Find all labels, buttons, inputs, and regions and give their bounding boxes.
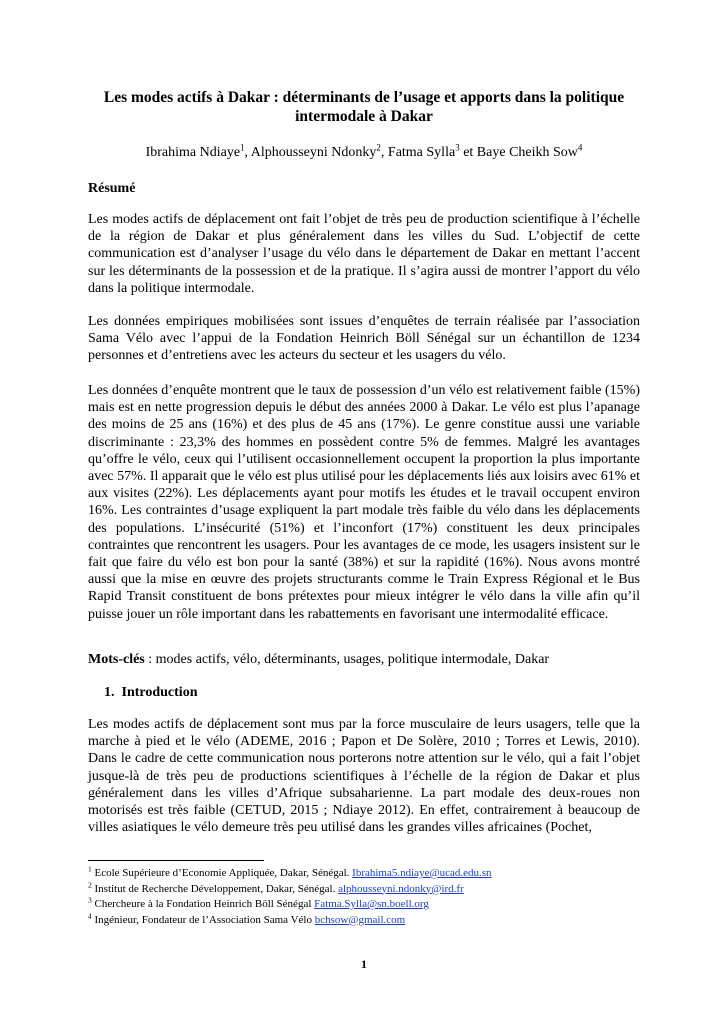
- abstract-heading: Résumé: [88, 181, 136, 196]
- footnote-number: 1: [88, 864, 92, 874]
- abstract-paragraph: Les modes actifs de déplacement ont fait l’objet de très peu de production scientifique à l’échelle de la région de Dakar et plus généralement dans les villes du Sud. L’objectif de cette communication est d’analyser l’usage du vélo dans le département de Dakar en mettant l’accent sur les déterminants de la possession et de la pratique. Il s’agira aussi de montrer l’apport du vélo dans la politique intermodale.: [88, 212, 640, 296]
- footnote-email-link[interactable]: Fatma.Sylla@sn.boell.org: [314, 898, 429, 910]
- footnote-text: Ecole Supérieure d’Economie Appliquée, Dakar, Sénégal.: [94, 867, 353, 879]
- page-number: 1: [361, 957, 367, 971]
- footnote: [88, 879, 648, 898]
- author-name: Fatma Sylla: [387, 145, 456, 160]
- author-name: Alphousseyni Ndonky: [250, 145, 377, 160]
- abstract-paragraph: Les données d’enquête montrent que le taux de possession d’un vélo est relativement faible (15%) mais est en nette progression depuis le début des années 2000 à Dakar. Le vélo est plus l’apanage des moins de 25 ans (16%) et des plus de 45 ans (17%). Le genre constitue aussi une variable discriminante : 23,3% des hommes en possèdent contre 5% de femmes. Malgré les avantages qu’offre le vélo, ceux qui l’utilisent occasionnellement occupent la proportion la plus importante avec 57%. Il apparait que le vélo est plus utilisé pour les déplacements liés aux loisirs avec 61% et aux visites (22%). Les déplacements ayant pour motifs les études et le travail occupent environ 16%. Les contraintes d’usage expliquent la part modale très faible du vélo dans les déplacements des populations. L’insécurité (51%) et l’inconfort (17%) constituent les deux principales contraintes que rencontrent les usagers. Pour les avantages de ce mode, les usagers insistent sur le fait que faire du vélo est bon pour la santé (38%) et sur la rapidité (16%). Nous avons montré aussi que la mise en œuvre des projets structurants comme le Train Express Régional et le Bus Rapid Transit constituent de bons prétextes pour mieux intégrer le vélo dans la ville afin qu’il puisse jouer un rôle important dans les rabattements en favorisant une intermodalité efficace.: [88, 383, 640, 622]
- author-affiliation-mark: 1: [240, 142, 245, 153]
- keywords-text: : modes actifs, vélo, déterminants, usages, politique intermodale, Dakar: [144, 652, 550, 667]
- footnote-text: Chercheure à la Fondation Heinrich Böll Sénégal: [94, 898, 315, 910]
- author-separator: ,: [244, 145, 251, 160]
- paper-title: Les modes actifs à Dakar : déterminants de l’usage et apports dans la politique intermodale à Dakar: [103, 89, 625, 125]
- author-line: [60, 144, 668, 161]
- footnote: [88, 910, 648, 929]
- author-separator: ,: [380, 145, 388, 160]
- footnote-email-link[interactable]: alphousseyni.ndonky@ird.fr: [338, 882, 464, 895]
- section-title: Introduction: [121, 685, 198, 700]
- author-affiliation-mark: 2: [376, 142, 381, 153]
- keywords-line: [88, 651, 648, 668]
- footnote-text: Institut de Recherche Développement, Dakar, Sénégal.: [94, 882, 339, 895]
- footnote-separator: [88, 860, 264, 861]
- author-affiliation-mark: 3: [455, 142, 460, 153]
- footnote-email-link[interactable]: bchsow@gmail.com: [314, 913, 406, 926]
- section-heading: [104, 684, 197, 701]
- footnote-number: 3: [88, 895, 92, 905]
- keywords-label: Mots-clés: [88, 652, 145, 667]
- author-name: Baye Cheikh Sow: [476, 145, 578, 160]
- footnote-number: 2: [88, 879, 92, 889]
- footnotes: [88, 866, 648, 928]
- abstract-paragraph: Les données empiriques mobilisées sont issues d’enquêtes de terrain réalisée par l’association Sama Vélo avec l’appui de la Fondation Heinrich Böll Sénégal sur un échantillon de 1234 personnes et d’entretiens avec les acteurs du secteur et les usagers du vélo.: [88, 314, 640, 364]
- footnote: [88, 866, 648, 882]
- author-name: Ibrahima Ndiaye: [145, 145, 241, 160]
- footnote-number: 4: [88, 910, 92, 920]
- footnote-text: Ingénieur, Fondateur de l’Association Sama Vélo: [94, 913, 315, 926]
- intro-paragraph: Les modes actifs de déplacement sont mus par la force musculaire de leurs usagers, telle que la marche à pied et le vélo (ADEME, 2016 ; Papon et De Solère, 2010 ; Torres et Lewis, 2010). Dans le cadre de cette communication nous porterons notre attention sur le vélo, qui a fait l’objet jusque-là de très peu de productions scientifiques à l’échelle de la région de Dakar et plus généralement dans les villes d’Afrique subsaharienne. La part modale des deux-roues non motorisés est très faible (CETUD, 2015 ; Ndiaye 2012). En effet, contrairement à beaucoup de villes asiatiques le vélo demeure très peu utilisé dans les grandes villes africaines (Pochet,: [88, 717, 640, 836]
- footnote: [88, 897, 648, 913]
- author-affiliation-mark: 4: [577, 142, 583, 153]
- section-number: 1.: [104, 685, 115, 700]
- footnote-email-link[interactable]: Ibrahima5.ndiaye@ucad.edu.sn: [352, 867, 492, 879]
- author-separator: et: [459, 145, 477, 160]
